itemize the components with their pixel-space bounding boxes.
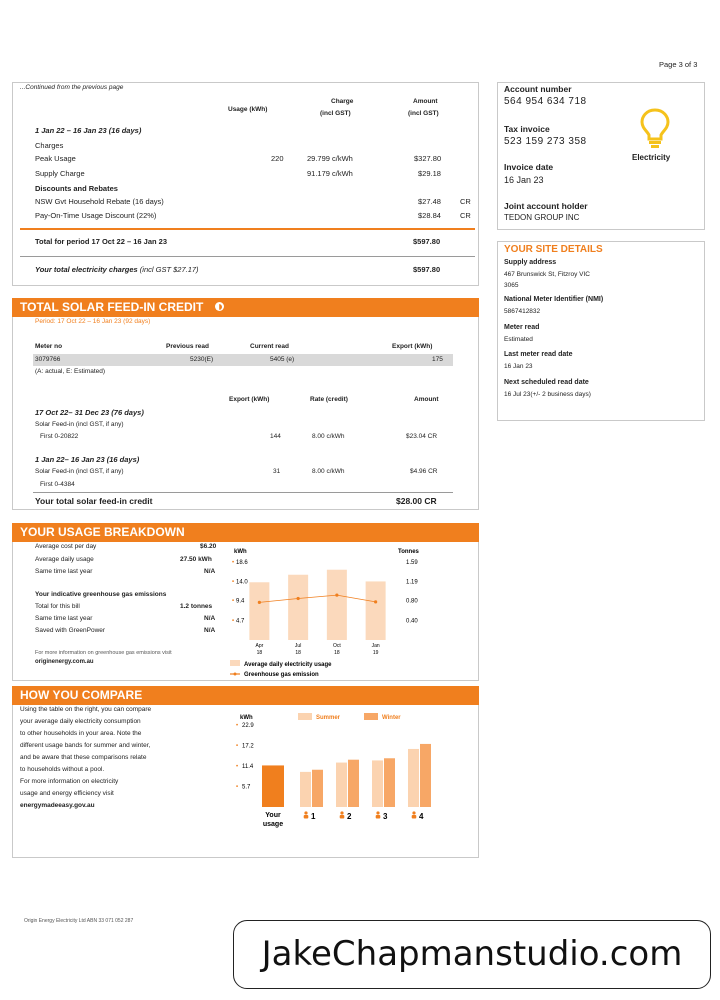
compare-text-l2: your average daily electricity consumption: [20, 718, 141, 725]
compare-text-l4: different usage bands for summer and winter,: [20, 742, 151, 749]
winter-bar: [420, 744, 431, 807]
supply-address-l1: 467 Brunswick St, Fitzroy VIC: [504, 271, 590, 278]
legend-summer-label: Summer: [316, 715, 341, 721]
pay-on-time-cr: CR: [460, 211, 471, 220]
supply-address-l2: 3065: [504, 282, 519, 289]
supply-rate: 91.179 c/kWh: [307, 169, 353, 178]
ghg-line: [259, 595, 375, 602]
lightbulb-icon: [638, 107, 672, 151]
summer-bar: [372, 760, 383, 807]
summer-bar: [336, 763, 347, 807]
compare-text-l1: Using the table on the right, you can compare: [20, 706, 152, 713]
person-icon-body: [376, 815, 381, 819]
solar-p2-tier: First 0-4384: [40, 481, 75, 488]
solar-p1-tier: First 0-20822: [40, 433, 79, 440]
usage-title-bar: [12, 523, 479, 542]
person-icon: [340, 811, 343, 814]
usage-y-tick: 18.6: [236, 560, 248, 567]
household-size-label: 4: [419, 812, 424, 821]
holder-name: TEDON GROUP INC: [504, 213, 580, 222]
nmi-value: 5867412832: [504, 308, 541, 315]
peak-amount: $327.80: [414, 154, 442, 163]
usage-x-tick: Jul: [294, 643, 302, 649]
compare-text-l8: usage and energy efficiency visit: [20, 790, 114, 797]
amount-header-l2: (incl GST): [408, 110, 439, 117]
usage-x-tick-year: 18: [295, 650, 301, 656]
solar-section: [12, 298, 479, 510]
your-usage-label-l1: Your: [265, 812, 281, 819]
usage-x-tick-year: 18: [256, 650, 263, 656]
account-number-label: Account number: [504, 84, 572, 94]
compare-chart: [228, 707, 458, 837]
last-read-label: Last meter read date: [504, 351, 573, 358]
solar-p2-period: 1 Jan 22– 16 Jan 23 (16 days): [35, 455, 140, 464]
compare-y-tick-dot: •: [236, 764, 239, 771]
pay-on-time-amount: $28.84: [418, 211, 441, 220]
charge-period: 1 Jan 22 – 16 Jan 23 (16 days): [35, 126, 142, 135]
greenpower-value: N/A: [204, 627, 216, 634]
divider: [20, 256, 475, 257]
meter-row-bg: [33, 354, 453, 366]
charge-header-l1: Charge: [331, 98, 354, 105]
usage-y2-tick: 1.59: [406, 560, 418, 567]
total-elec-label: Your total electricity charges (incl GST $27.17): [35, 265, 199, 274]
solar-period: Period: 17 Oct 22 – 16 Jan 23 (92 days): [35, 318, 151, 325]
orange-divider: [20, 228, 475, 230]
compare-y-tick-dot: •: [236, 722, 239, 729]
usage-y-tick-dot: •: [232, 598, 235, 605]
invoice-date-label: Invoice date: [504, 162, 554, 172]
solar-total-amount: $28.00 CR: [396, 496, 437, 506]
usage-header: Usage (kWh): [228, 106, 268, 113]
last-read-value: 16 Jan 23: [504, 363, 533, 370]
invoice-date: 16 Jan 23: [504, 175, 544, 185]
amount-header-l1: Amount: [413, 98, 438, 105]
same-time-value: N/A: [204, 568, 216, 575]
legend-line-label: Greenhouse gas emission: [244, 672, 319, 678]
charge-header-l2: (incl GST): [320, 110, 351, 117]
ghg-info-link[interactable]: originenergy.com.au: [35, 659, 94, 665]
solar-p2-export: 31: [273, 468, 281, 475]
usage-x-tick-year: 18: [334, 650, 340, 656]
solar-title-bar: [12, 298, 479, 317]
supply-label: Supply Charge: [35, 169, 85, 178]
pay-on-time-label: Pay-On-Time Usage Discount (22%): [35, 211, 157, 220]
bill-total-label: Total for this bill: [35, 603, 80, 610]
ghg-point: [335, 594, 338, 597]
your-usage-label-l2: usage: [262, 821, 284, 828]
usage-y-tick: 4.7: [236, 618, 245, 625]
charges-label: Charges: [35, 141, 64, 150]
total-elec-amount: $597.80: [413, 265, 441, 274]
compare-text-l5: and be aware that these comparisons relate: [20, 754, 147, 761]
usage-title: YOUR USAGE BREAKDOWN: [20, 525, 185, 539]
nmi-label: National Meter Identifier (NMI): [504, 296, 604, 303]
usage-x-tick: Jan: [371, 643, 380, 649]
avg-cost-value: $6.20: [200, 543, 217, 550]
prev-read: 5230(E): [190, 356, 214, 363]
usage-bar: [249, 582, 269, 640]
meter-no-header: Meter no: [35, 343, 63, 350]
ghg-info-l1: For more information on greenhouse gas emissions visit: [35, 650, 172, 656]
usage-y2-tick: 0.80: [406, 598, 418, 605]
curr-read: 5405 (e): [270, 356, 295, 363]
person-icon: [376, 811, 379, 814]
legend-winter-label: Winter: [382, 715, 401, 721]
usage-y-tick: 9.4: [236, 598, 245, 605]
compare-y-tick: 22.9: [242, 722, 254, 729]
winter-bar: [348, 760, 359, 807]
solar-amount-header: Amount: [414, 396, 439, 403]
solar-p2-rate: 8.00 c/kWh: [312, 468, 345, 475]
meter-no: 3079766: [35, 356, 61, 363]
next-read-label: Next scheduled read date: [504, 379, 589, 386]
your-usage-bar: [262, 765, 284, 807]
next-read-value: 16 Jul 23(+/- 2 business days): [504, 391, 591, 398]
export-value: 175: [432, 356, 443, 363]
export-header: Export (kWh): [392, 343, 433, 350]
greenpower-label: Saved with GreenPower: [35, 627, 106, 634]
same-time-label: Same time last year: [35, 568, 93, 575]
usage-y-tick-dot: •: [232, 618, 235, 625]
solar-p1-export: 144: [270, 433, 281, 440]
legend-line-dot: [234, 673, 237, 676]
usage-bar: [288, 575, 308, 640]
compare-text-l7: For more information on electricity: [20, 778, 119, 785]
bill-total-value: 1.2 tonnes: [180, 603, 213, 610]
ghg-point: [374, 600, 377, 603]
avg-cost-label: Average cost per day: [35, 543, 97, 550]
solar-p1-amount: $23.04 CR: [406, 433, 438, 440]
person-icon-body: [340, 815, 345, 819]
tax-invoice-label: Tax invoice: [504, 124, 550, 134]
compare-y-label: kWh: [240, 715, 253, 721]
legend-winter-swatch: [364, 713, 378, 720]
usage-bar: [327, 570, 347, 640]
rebate-label: NSW Gvt Household Rebate (16 days): [35, 197, 164, 206]
compare-text-l3: to other households in your area. Note the: [20, 730, 142, 737]
site-details-title: YOUR SITE DETAILS: [504, 244, 603, 255]
summer-bar: [300, 772, 311, 807]
compare-text-l6: to households without a pool.: [20, 766, 105, 773]
watermark: JakeChapmanstudio.com: [233, 920, 711, 989]
solar-rate-header: Rate (credit): [310, 396, 348, 403]
solar-p2-amount: $4.96 CR: [410, 468, 438, 475]
ghg-title: Your indicative greenhouse gas emissions: [35, 591, 167, 598]
usage-y-tick: 14.0: [236, 579, 248, 586]
page-number: Page 3 of 3: [659, 60, 698, 69]
compare-y-tick-dot: •: [236, 784, 239, 791]
account-number: 564 954 634 718: [504, 96, 587, 107]
continued-note: ...Continued from the previous page: [20, 84, 124, 91]
usage-x-tick: Oct: [332, 643, 341, 649]
peak-usage: 220: [271, 154, 284, 163]
rebate-amount: $27.48: [418, 197, 441, 206]
compare-y-tick: 5.7: [242, 784, 251, 791]
rebate-cr: CR: [460, 197, 471, 206]
peak-label: Peak Usage: [35, 154, 76, 163]
person-icon-body: [304, 815, 309, 819]
prev-read-header: Previous read: [166, 343, 209, 350]
usage-bar: [366, 581, 386, 640]
usage-y2-tick: 0.40: [406, 618, 418, 625]
discounts-label: Discounts and Rebates: [35, 184, 118, 193]
supply-address-label: Supply address: [504, 259, 557, 266]
compare-y-tick-dot: •: [236, 743, 239, 750]
usage-y2-tick: 1.19: [406, 579, 418, 586]
solar-p2-label: Solar Feed-in (incl GST, if any): [35, 468, 124, 475]
compare-y-tick: 11.4: [242, 764, 254, 771]
summer-bar: [408, 749, 419, 807]
ghg-same-value: N/A: [204, 615, 216, 622]
winter-bar: [312, 770, 323, 807]
compare-title-bar: [12, 686, 479, 705]
peak-rate: 29.799 c/kWh: [307, 154, 353, 163]
curr-read-header: Current read: [250, 343, 290, 350]
total-period-label: Total for period 17 Oct 22 – 16 Jan 23: [35, 237, 167, 246]
solar-total-label: Your total solar feed-in credit: [35, 496, 153, 506]
meter-read-value: Estimated: [504, 336, 533, 343]
legend-summer-swatch: [298, 713, 312, 720]
avg-usage-label: Average daily usage: [35, 556, 94, 563]
info-icon: [215, 302, 224, 311]
tax-invoice-number: 523 159 273 358: [504, 136, 587, 147]
winter-bar: [384, 758, 395, 807]
holder-label: Joint account holder: [504, 201, 588, 211]
legend-bar-swatch: [230, 660, 240, 666]
usage-x-tick: Apr: [255, 643, 264, 649]
ghg-point: [258, 601, 261, 604]
meter-read-label: Meter read: [504, 324, 540, 331]
solar-export-header: Export (kWh): [229, 396, 270, 403]
footer-company: Origin Energy Electricity Ltd ABN 33 071 052 287: [24, 918, 134, 924]
avg-usage-value: 27.50 kWh: [180, 556, 212, 563]
compare-link[interactable]: energymadeeasy.gov.au: [20, 802, 95, 809]
solar-divider: [33, 492, 453, 493]
usage-x-tick-year: 19: [372, 650, 379, 656]
compare-y-tick: 17.2: [242, 743, 254, 750]
supply-amount: $29.18: [418, 169, 441, 178]
compare-title: HOW YOU COMPARE: [20, 688, 143, 702]
solar-title: TOTAL SOLAR FEED-IN CREDIT: [20, 300, 204, 314]
household-size-label: 3: [383, 812, 388, 821]
person-icon-body: [412, 815, 417, 819]
household-size-label: 2: [347, 812, 352, 821]
read-legend: (A: actual, E: Estimated): [35, 368, 106, 375]
usage-y2-label: Tonnes: [398, 549, 419, 555]
ghg-same-label: Same time last year: [35, 615, 93, 622]
usage-y-tick-dot: •: [232, 579, 235, 586]
household-size-label: 1: [311, 812, 316, 821]
legend-bar-label: Average daily electricity usage: [244, 662, 332, 668]
usage-y-label: kWh: [234, 549, 247, 555]
person-icon: [304, 811, 307, 814]
total-period-amount: $597.80: [413, 237, 441, 246]
usage-chart: [220, 544, 442, 679]
person-icon: [412, 811, 415, 814]
solar-p1-label: Solar Feed-in (incl GST, if any): [35, 421, 124, 428]
solar-p1-rate: 8.00 c/kWh: [312, 433, 345, 440]
ghg-point: [297, 597, 300, 600]
usage-y-tick-dot: •: [232, 560, 235, 567]
electricity-label: Electricity: [632, 153, 671, 162]
solar-p1-period: 17 Oct 22– 31 Dec 23 (76 days): [35, 408, 144, 417]
